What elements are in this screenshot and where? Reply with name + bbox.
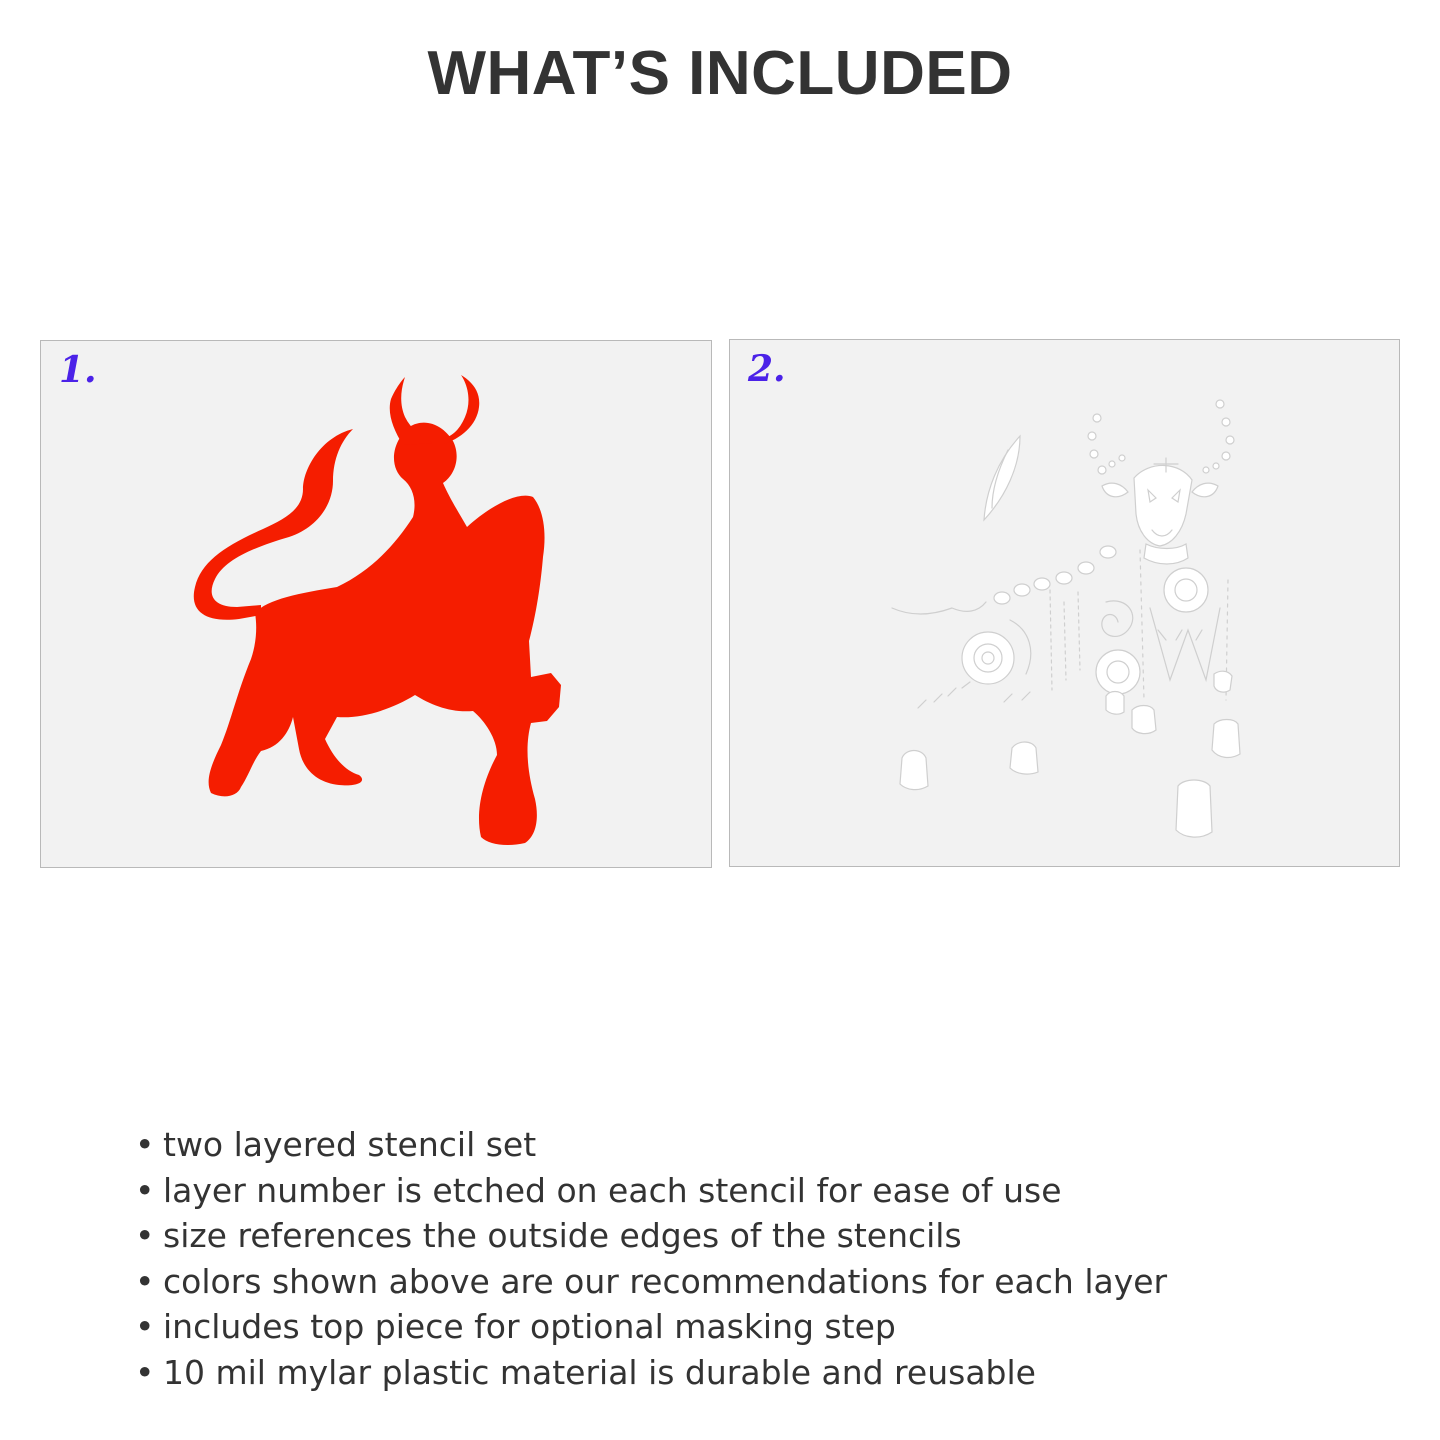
stencil-layer-2-card: [729, 339, 1400, 867]
layer-number-label: 2.: [748, 348, 786, 390]
feature-text: includes top piece for optional masking step: [163, 1307, 896, 1347]
feature-text: 10 mil mylar plastic material is durable and reusable: [163, 1352, 1036, 1392]
bull-silhouette-image: [41, 341, 713, 869]
bullet-icon: •: [135, 1261, 155, 1301]
bull-ornamental-detail-image: [730, 340, 1401, 868]
feature-text: two layered stencil set: [163, 1125, 537, 1164]
feature-item: [135, 1304, 1167, 1350]
feature-item: [135, 1259, 1167, 1305]
layer-number-label: 1.: [59, 349, 97, 391]
bullet-icon: •: [135, 1216, 155, 1256]
feature-item: [135, 1168, 1167, 1214]
feature-list: [135, 1122, 1167, 1396]
feature-text: layer number is etched on each stencil for ease of use: [163, 1170, 1062, 1210]
page-title: WHAT’S INCLUDED: [427, 39, 1013, 108]
feature-item: [135, 1122, 1167, 1168]
bullet-icon: •: [135, 1307, 155, 1347]
feature-item: [135, 1350, 1167, 1396]
feature-text: colors shown above are our recommendations for each layer: [163, 1261, 1168, 1301]
bullet-icon: •: [135, 1170, 155, 1210]
bullet-icon: •: [135, 1125, 155, 1164]
feature-text: size references the outside edges of the stencils: [163, 1216, 962, 1256]
feature-item: [135, 1213, 1167, 1259]
bullet-icon: •: [135, 1352, 155, 1392]
stencil-layer-1-card: [40, 340, 712, 868]
